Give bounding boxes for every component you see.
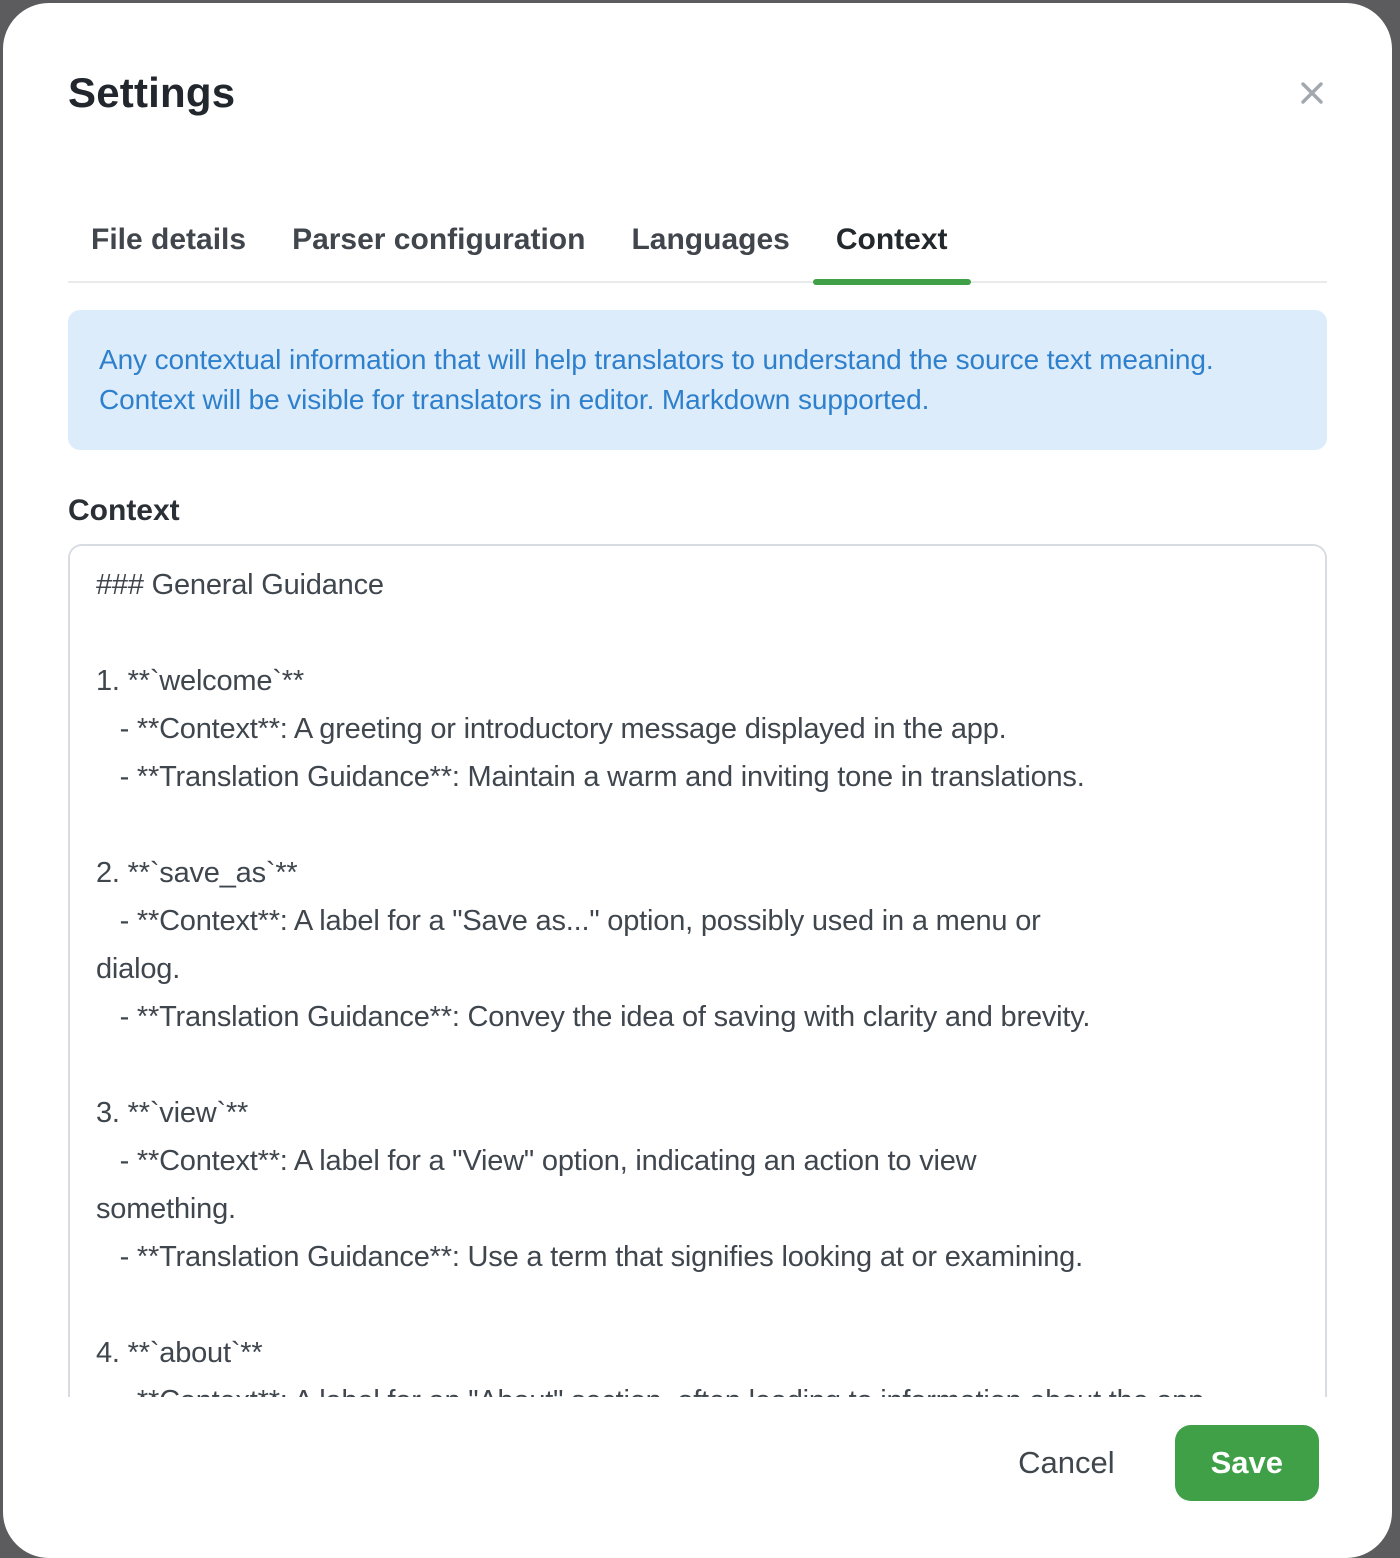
tab-context-label: Context <box>835 223 948 256</box>
save-button[interactable]: Save <box>1175 1425 1319 1501</box>
context-field-label: Context <box>68 494 180 527</box>
tab-parser-configuration[interactable]: Parser configuration <box>269 205 608 281</box>
tab-context[interactable] <box>813 205 971 281</box>
page-title: Settings <box>68 69 236 116</box>
modal-footer <box>68 1397 1327 1501</box>
settings-modal <box>3 3 1392 1558</box>
info-banner <box>68 310 1327 450</box>
cancel-button[interactable]: Cancel <box>1010 1425 1123 1501</box>
active-tab-underline <box>813 279 971 285</box>
tab-languages[interactable]: Languages <box>608 205 812 281</box>
info-banner-text: Any contextual information that will help translators to understand the source text meaning. Context will be visible for translators in editor. Markdown supported. <box>99 344 1214 415</box>
close-icon <box>1294 99 1330 114</box>
context-field-box <box>68 544 1327 1397</box>
context-textarea[interactable] <box>70 546 1325 1397</box>
tab-file-details[interactable]: File details <box>68 205 269 281</box>
tab-bar <box>68 205 1327 283</box>
close-button[interactable] <box>1288 69 1336 117</box>
